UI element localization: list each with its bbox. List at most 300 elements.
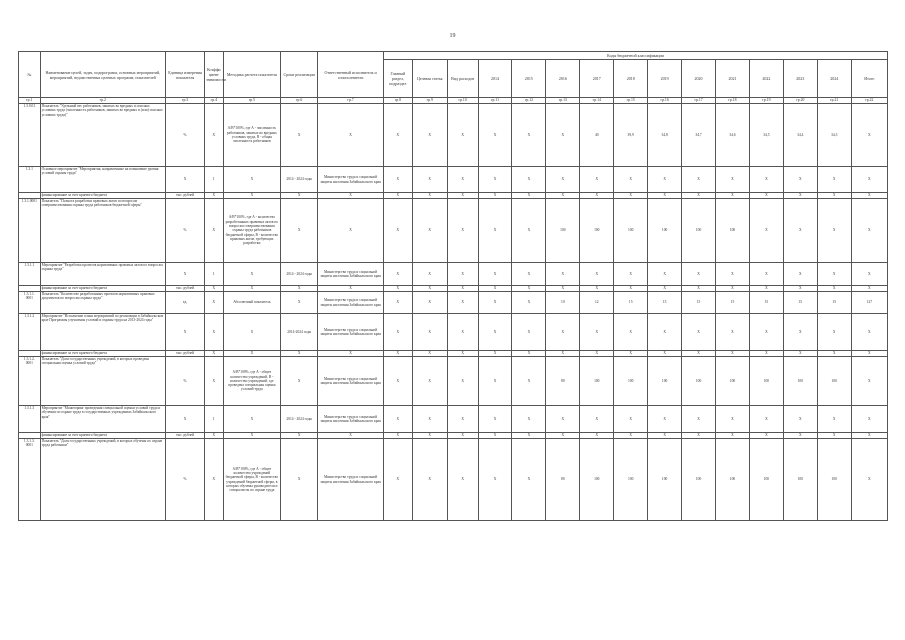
header-year: 2015 bbox=[512, 60, 546, 98]
row-year-value: 100 bbox=[648, 357, 682, 406]
row-year-value: 15 bbox=[783, 292, 817, 314]
column-number: гр.21 bbox=[817, 98, 851, 104]
row-total: 127 bbox=[851, 292, 887, 314]
row-period: 2014-2024 годы bbox=[281, 314, 318, 351]
row-year-value: X bbox=[512, 104, 546, 167]
column-number: гр.15 bbox=[614, 98, 648, 104]
row-executor: Министерство труда и социальной защиты населения Забайкальского края bbox=[318, 292, 384, 314]
row-unit: тыс. рублей bbox=[166, 351, 205, 357]
row-year-value: X bbox=[749, 286, 783, 292]
row-article: X bbox=[412, 199, 447, 263]
column-number: гр.2 bbox=[40, 98, 165, 104]
table-row bbox=[19, 167, 888, 193]
row-coefficient: X bbox=[205, 433, 224, 439]
table-row bbox=[19, 199, 888, 263]
row-year-value: X bbox=[749, 263, 783, 286]
row-year-value: 15 bbox=[817, 292, 851, 314]
column-number: гр.5 bbox=[223, 98, 281, 104]
row-coefficient: X bbox=[205, 104, 224, 167]
row-expense-type: X bbox=[447, 314, 478, 351]
row-year-value: 100 bbox=[783, 357, 817, 406]
row-year-value: 100 bbox=[817, 439, 851, 521]
row-expense-type: X bbox=[447, 406, 478, 433]
row-year-value: X bbox=[682, 167, 716, 193]
row-year-value: X bbox=[478, 286, 512, 292]
column-number: гр.13 bbox=[546, 98, 580, 104]
row-id: 1.3.1.3. 0001 bbox=[19, 439, 41, 521]
row-coefficient: X bbox=[205, 193, 224, 199]
row-executor: X bbox=[318, 286, 384, 292]
row-year-value: X bbox=[580, 433, 614, 439]
row-section: X bbox=[383, 406, 412, 433]
row-method: X bbox=[223, 263, 281, 286]
header-year: 2019 bbox=[648, 60, 682, 98]
column-number: гр.9 bbox=[412, 98, 447, 104]
header-year: 2017 bbox=[580, 60, 614, 98]
row-total: X bbox=[851, 439, 887, 521]
row-article: X bbox=[412, 357, 447, 406]
row-article: X bbox=[412, 406, 447, 433]
row-method: А/В*100%, где А - количество разработанных правовых актов по вопросам совершенствования охраны труда работников бюджетной сферы, В - количество правовых актов, требующих разработки bbox=[223, 199, 281, 263]
row-id: 1.3.1.2. 0001 bbox=[19, 357, 41, 406]
row-year-value: 100 bbox=[580, 357, 614, 406]
header-section: Главный раздел, подраздел bbox=[383, 60, 412, 98]
table-row bbox=[19, 104, 888, 167]
row-section: X bbox=[383, 199, 412, 263]
row-year-value: X bbox=[478, 357, 512, 406]
header-unit: Единица измерения показателя bbox=[166, 52, 205, 98]
row-year-value: 15 bbox=[614, 292, 648, 314]
row-name: Показатель "Количество разработанных проектов нормативных правовых документов по вопросам охраны труда" bbox=[40, 292, 165, 314]
row-year-value: X bbox=[580, 314, 614, 351]
row-year-value: X bbox=[546, 263, 580, 286]
row-executor: Министерство труда и социальной защиты населения Забайкальского края bbox=[318, 263, 384, 286]
row-section: X bbox=[383, 351, 412, 357]
row-year-value: X bbox=[614, 286, 648, 292]
row-method: X bbox=[223, 286, 281, 292]
row-year-value: 100 bbox=[648, 199, 682, 263]
row-period: X bbox=[281, 286, 318, 292]
header-name: Наименование целей, задач, подпрограмм, основных мероприятий, мероприятий, ведомственных целевых программ, показателей bbox=[40, 52, 165, 98]
row-article: X bbox=[412, 263, 447, 286]
row-name: финансирование за счет краевого бюджета bbox=[40, 193, 165, 199]
row-year-value: 10 bbox=[546, 292, 580, 314]
row-section: X bbox=[383, 292, 412, 314]
row-executor: X bbox=[318, 104, 384, 167]
row-year-value: X bbox=[817, 263, 851, 286]
row-year-value: X bbox=[648, 314, 682, 351]
row-period: X bbox=[281, 351, 318, 357]
row-year-value: X bbox=[580, 406, 614, 433]
row-id: 1.3.1 bbox=[19, 167, 41, 193]
row-article: X bbox=[412, 104, 447, 167]
row-period: X bbox=[281, 193, 318, 199]
row-executor: Министерство труда и социальной защиты населения Забайкальского края bbox=[318, 167, 384, 193]
row-id: 1.3.1.3 bbox=[19, 406, 41, 433]
row-year-value: X bbox=[682, 286, 716, 292]
table-row bbox=[19, 406, 888, 433]
row-year-value: X bbox=[546, 406, 580, 433]
row-expense-type: X bbox=[447, 357, 478, 406]
row-year-value: X bbox=[546, 314, 580, 351]
row-unit: X bbox=[166, 263, 205, 286]
row-year-value: X bbox=[580, 286, 614, 292]
row-expense-type: X bbox=[447, 433, 478, 439]
row-year-value: X bbox=[648, 193, 682, 199]
row-section: X bbox=[383, 357, 412, 406]
header-total: Итого bbox=[851, 60, 887, 98]
row-name: Показатель "Удельный вес работников, занятых во вредных и опасных условиях труда (численность работников, занятых во вредных и (или) опасных условиях труда)" bbox=[40, 104, 165, 167]
row-method: X bbox=[223, 433, 281, 439]
header-coef: Коэффи циент значимости bbox=[205, 52, 224, 98]
row-coefficient: 1 bbox=[205, 406, 224, 433]
page-number: 19 bbox=[449, 33, 456, 39]
table-row bbox=[19, 439, 888, 521]
row-year-value: X bbox=[580, 351, 614, 357]
column-number: гр.10 bbox=[447, 98, 478, 104]
row-year-value: X bbox=[648, 167, 682, 193]
row-method: А/В*100%, где А - общее количество учреждений, В - количество учреждений, где проведена специальная оценка условий труда bbox=[223, 357, 281, 406]
row-expense-type: X bbox=[447, 167, 478, 193]
row-year-value: X bbox=[648, 433, 682, 439]
header-year: 2016 bbox=[546, 60, 580, 98]
row-name: финансирование за счет краевого бюджета bbox=[40, 351, 165, 357]
row-article: X bbox=[412, 314, 447, 351]
row-unit: % bbox=[166, 104, 205, 167]
row-unit: тыс. рублей bbox=[166, 286, 205, 292]
row-year-value: X bbox=[817, 406, 851, 433]
row-coefficient: X bbox=[205, 286, 224, 292]
row-executor: X bbox=[318, 193, 384, 199]
row-section: X bbox=[383, 263, 412, 286]
row-period: X bbox=[281, 357, 318, 406]
header-budget-codes: Коды бюджетной классификации bbox=[383, 52, 887, 60]
row-year-value: X bbox=[512, 357, 546, 406]
row-year-value: X bbox=[783, 167, 817, 193]
row-year-value: X bbox=[478, 193, 512, 199]
row-article: X bbox=[412, 292, 447, 314]
row-year-value: X bbox=[546, 286, 580, 292]
row-coefficient: X bbox=[205, 439, 224, 521]
program-table bbox=[18, 51, 888, 521]
row-name: финансирование за счет краевого бюджета bbox=[40, 286, 165, 292]
row-period: X bbox=[281, 104, 318, 167]
row-year-value: X bbox=[716, 286, 750, 292]
row-executor: X bbox=[318, 199, 384, 263]
row-unit: X bbox=[166, 167, 205, 193]
row-year-value: 15 bbox=[682, 292, 716, 314]
row-year-value: X bbox=[580, 263, 614, 286]
row-unit: ед. bbox=[166, 292, 205, 314]
row-year-value: 100 bbox=[682, 357, 716, 406]
row-year-value: X bbox=[648, 351, 682, 357]
row-expense-type: X bbox=[447, 286, 478, 292]
row-year-value: 100 bbox=[682, 199, 716, 263]
row-year-value: 34,4 bbox=[783, 104, 817, 167]
table-row bbox=[19, 263, 888, 286]
row-period: 2014 - 2024 годы bbox=[281, 406, 318, 433]
row-id: 1.3.0.01 bbox=[19, 104, 41, 167]
row-total: X bbox=[851, 263, 887, 286]
row-year-value: X bbox=[749, 199, 783, 263]
row-year-value: X bbox=[614, 433, 648, 439]
table-row bbox=[19, 357, 888, 406]
row-article: X bbox=[412, 286, 447, 292]
row-year-value: X bbox=[512, 433, 546, 439]
row-section: X bbox=[383, 104, 412, 167]
row-total: X bbox=[851, 406, 887, 433]
row-total: X bbox=[851, 351, 887, 357]
row-section: X bbox=[383, 167, 412, 193]
column-number: гр.20 bbox=[783, 98, 817, 104]
row-year-value: 34,6 bbox=[716, 104, 750, 167]
row-period: X bbox=[281, 292, 318, 314]
row-unit: % bbox=[166, 199, 205, 263]
row-year-value: X bbox=[546, 433, 580, 439]
row-year-value: X bbox=[478, 263, 512, 286]
row-year-value: 100 bbox=[682, 439, 716, 521]
row-total: X bbox=[851, 314, 887, 351]
row-year-value: 80 bbox=[546, 357, 580, 406]
row-year-value: 100 bbox=[546, 199, 580, 263]
row-total: X bbox=[851, 167, 887, 193]
row-year-value: X bbox=[682, 351, 716, 357]
row-year-value: X bbox=[546, 193, 580, 199]
column-number: гр.18 bbox=[716, 98, 750, 104]
row-period: 2014 - 2024 годы bbox=[281, 263, 318, 286]
row-period: X bbox=[281, 439, 318, 521]
row-year-value: X bbox=[614, 314, 648, 351]
row-total: X bbox=[851, 286, 887, 292]
row-year-value: 100 bbox=[614, 357, 648, 406]
row-method: X bbox=[223, 167, 281, 193]
row-unit: тыс. рублей bbox=[166, 433, 205, 439]
row-method: X bbox=[223, 406, 281, 433]
row-year-value: 100 bbox=[817, 357, 851, 406]
row-unit: X bbox=[166, 314, 205, 351]
row-year-value: X bbox=[716, 406, 750, 433]
row-year-value: 39,9 bbox=[614, 104, 648, 167]
header-year: 2014 bbox=[478, 60, 512, 98]
row-year-value: X bbox=[648, 263, 682, 286]
column-number: гр.17 bbox=[682, 98, 716, 104]
row-coefficient: X bbox=[205, 292, 224, 314]
row-article: X bbox=[412, 193, 447, 199]
row-year-value: X bbox=[512, 167, 546, 193]
column-number: гр.12 bbox=[512, 98, 546, 104]
header-expense-type: Вид расходов bbox=[447, 60, 478, 98]
row-year-value: X bbox=[682, 263, 716, 286]
row-year-value: X bbox=[478, 292, 512, 314]
row-year-value: X bbox=[648, 406, 682, 433]
row-period: X bbox=[281, 433, 318, 439]
row-year-value: X bbox=[580, 167, 614, 193]
row-method: X bbox=[223, 314, 281, 351]
row-year-value: X bbox=[749, 406, 783, 433]
row-year-value: X bbox=[546, 104, 580, 167]
row-year-value: 100 bbox=[749, 439, 783, 521]
header-period: Сроки реализации bbox=[281, 52, 318, 98]
row-year-value: X bbox=[478, 406, 512, 433]
row-section: X bbox=[383, 193, 412, 199]
row-year-value: X bbox=[614, 193, 648, 199]
row-year-value: X bbox=[716, 351, 750, 357]
row-year-value: X bbox=[749, 351, 783, 357]
row-year-value: X bbox=[478, 104, 512, 167]
row-name: Мероприятие "Исполнение плана мероприятий по реализации в Забайкальском крае Программы улучшения условий и охраны труда на 2013-2024 годы" bbox=[40, 314, 165, 351]
row-total: X bbox=[851, 433, 887, 439]
row-id: 1.3.1.0001 bbox=[19, 199, 41, 263]
row-year-value: X bbox=[614, 406, 648, 433]
row-name: Мероприятие "Мониторинг проведения специальной оценки условий труда и обучения по охране труда в государственных учреждениях Забайкальского края" bbox=[40, 406, 165, 433]
row-id: 1.3.1.2 bbox=[19, 314, 41, 351]
row-coefficient: X bbox=[205, 199, 224, 263]
row-executor: Министерство труда и социальной защиты населения Забайкальского края bbox=[318, 439, 384, 521]
row-executor: Министерство труда и социальной защиты населения Забайкальского края bbox=[318, 406, 384, 433]
row-year-value: X bbox=[478, 167, 512, 193]
row-year-value: 34,5 bbox=[749, 104, 783, 167]
column-number: гр.8 bbox=[383, 98, 412, 104]
row-year-value: X bbox=[682, 433, 716, 439]
column-number: гр.11 bbox=[478, 98, 512, 104]
row-year-value: X bbox=[716, 193, 750, 199]
row-article: X bbox=[412, 439, 447, 521]
row-section: X bbox=[383, 433, 412, 439]
row-year-value: 15 bbox=[749, 292, 783, 314]
row-coefficient: 1 bbox=[205, 167, 224, 193]
row-unit: % bbox=[166, 357, 205, 406]
column-number: гр.14 bbox=[580, 98, 614, 104]
row-total: X bbox=[851, 193, 887, 199]
row-year-value: X bbox=[749, 433, 783, 439]
row-name: Показатель "Доля государственных учреждений, в которых обучены по охране труда работники" bbox=[40, 439, 165, 521]
row-year-value: 100 bbox=[749, 357, 783, 406]
row-year-value: 100 bbox=[716, 199, 750, 263]
column-number: гр.1 bbox=[19, 98, 41, 104]
row-id: 1.3.1.1 bbox=[19, 263, 41, 286]
row-total: X bbox=[851, 199, 887, 263]
row-section: X bbox=[383, 439, 412, 521]
header-year: 2021 bbox=[716, 60, 750, 98]
row-year-value: X bbox=[512, 406, 546, 433]
column-number: гр.4 bbox=[205, 98, 224, 104]
header-method: Методика расчета показателя bbox=[223, 52, 281, 98]
row-year-value: X bbox=[817, 199, 851, 263]
row-unit: X bbox=[166, 406, 205, 433]
row-year-value: X bbox=[783, 193, 817, 199]
row-article: X bbox=[412, 351, 447, 357]
row-unit: % bbox=[166, 439, 205, 521]
row-year-value: 40 bbox=[580, 104, 614, 167]
row-executor: X bbox=[318, 433, 384, 439]
row-expense-type: X bbox=[447, 263, 478, 286]
row-year-value: X bbox=[478, 351, 512, 357]
row-year-value: X bbox=[783, 351, 817, 357]
row-expense-type: X bbox=[447, 104, 478, 167]
column-number: гр.6 bbox=[281, 98, 318, 104]
row-year-value: X bbox=[478, 439, 512, 521]
row-year-value: 100 bbox=[580, 439, 614, 521]
header-year: 2018 bbox=[614, 60, 648, 98]
row-year-value: X bbox=[512, 193, 546, 199]
row-coefficient: X bbox=[205, 351, 224, 357]
row-article: X bbox=[412, 167, 447, 193]
row-year-value: 100 bbox=[783, 439, 817, 521]
row-expense-type: X bbox=[447, 351, 478, 357]
row-total: X bbox=[851, 104, 887, 167]
header-year: 2022 bbox=[749, 60, 783, 98]
row-expense-type: X bbox=[447, 439, 478, 521]
row-year-value: X bbox=[817, 314, 851, 351]
row-year-value: X bbox=[716, 263, 750, 286]
row-year-value: X bbox=[716, 167, 750, 193]
row-year-value: X bbox=[783, 314, 817, 351]
column-number: гр.7 bbox=[318, 98, 384, 104]
row-year-value: 34,8 bbox=[648, 104, 682, 167]
row-year-value: X bbox=[682, 314, 716, 351]
column-number: гр.22 bbox=[851, 98, 887, 104]
row-year-value: X bbox=[546, 167, 580, 193]
row-year-value: X bbox=[783, 406, 817, 433]
row-year-value: X bbox=[512, 351, 546, 357]
header-executor: Ответственный исполнитель и соисполнители bbox=[318, 52, 384, 98]
header-year: 2024 bbox=[817, 60, 851, 98]
row-year-value: X bbox=[817, 286, 851, 292]
row-year-value: 12 bbox=[580, 292, 614, 314]
row-year-value: 100 bbox=[580, 199, 614, 263]
row-period: X bbox=[281, 199, 318, 263]
row-year-value: X bbox=[716, 314, 750, 351]
row-method: X bbox=[223, 351, 281, 357]
row-year-value: 100 bbox=[614, 439, 648, 521]
row-name: Показатель "Полнота разработки правовых актов по вопросам совершенствования охраны труда работников бюджетной сферы" bbox=[40, 199, 165, 263]
row-executor: Министерство труда и социальной защиты населения Забайкальского края bbox=[318, 314, 384, 351]
row-year-value: 15 bbox=[716, 292, 750, 314]
row-year-value: X bbox=[783, 433, 817, 439]
row-year-value: X bbox=[512, 439, 546, 521]
row-year-value: X bbox=[749, 193, 783, 199]
table-row bbox=[19, 314, 888, 351]
row-year-value: 34,3 bbox=[817, 104, 851, 167]
row-year-value: X bbox=[749, 314, 783, 351]
row-name: Мероприятие "Разработка проектов нормативных правовых актов по вопросам охраны труда" bbox=[40, 263, 165, 286]
row-article: X bbox=[412, 433, 447, 439]
row-year-value: X bbox=[783, 199, 817, 263]
row-year-value: X bbox=[512, 314, 546, 351]
row-year-value: 100 bbox=[648, 439, 682, 521]
row-total: X bbox=[851, 357, 887, 406]
row-id: 1.3.1.1. 0001 bbox=[19, 292, 41, 314]
row-name: финансирование за счет краевого бюджета bbox=[40, 433, 165, 439]
row-expense-type: X bbox=[447, 292, 478, 314]
row-method: X bbox=[223, 193, 281, 199]
row-section: X bbox=[383, 314, 412, 351]
row-year-value: X bbox=[478, 314, 512, 351]
row-year-value: X bbox=[512, 286, 546, 292]
row-year-value: X bbox=[783, 263, 817, 286]
column-number: гр.19 bbox=[749, 98, 783, 104]
row-year-value: 100 bbox=[614, 199, 648, 263]
row-expense-type: X bbox=[447, 193, 478, 199]
row-year-value: X bbox=[512, 199, 546, 263]
row-year-value: X bbox=[478, 199, 512, 263]
row-year-value: X bbox=[817, 193, 851, 199]
column-number: гр.16 bbox=[648, 98, 682, 104]
row-year-value: X bbox=[817, 433, 851, 439]
row-method: А/В*100%, где А - численность работников, занятых во вредных условиях труда, В - общая численность работников bbox=[223, 104, 281, 167]
row-unit: тыс. рублей bbox=[166, 193, 205, 199]
row-year-value: X bbox=[614, 263, 648, 286]
